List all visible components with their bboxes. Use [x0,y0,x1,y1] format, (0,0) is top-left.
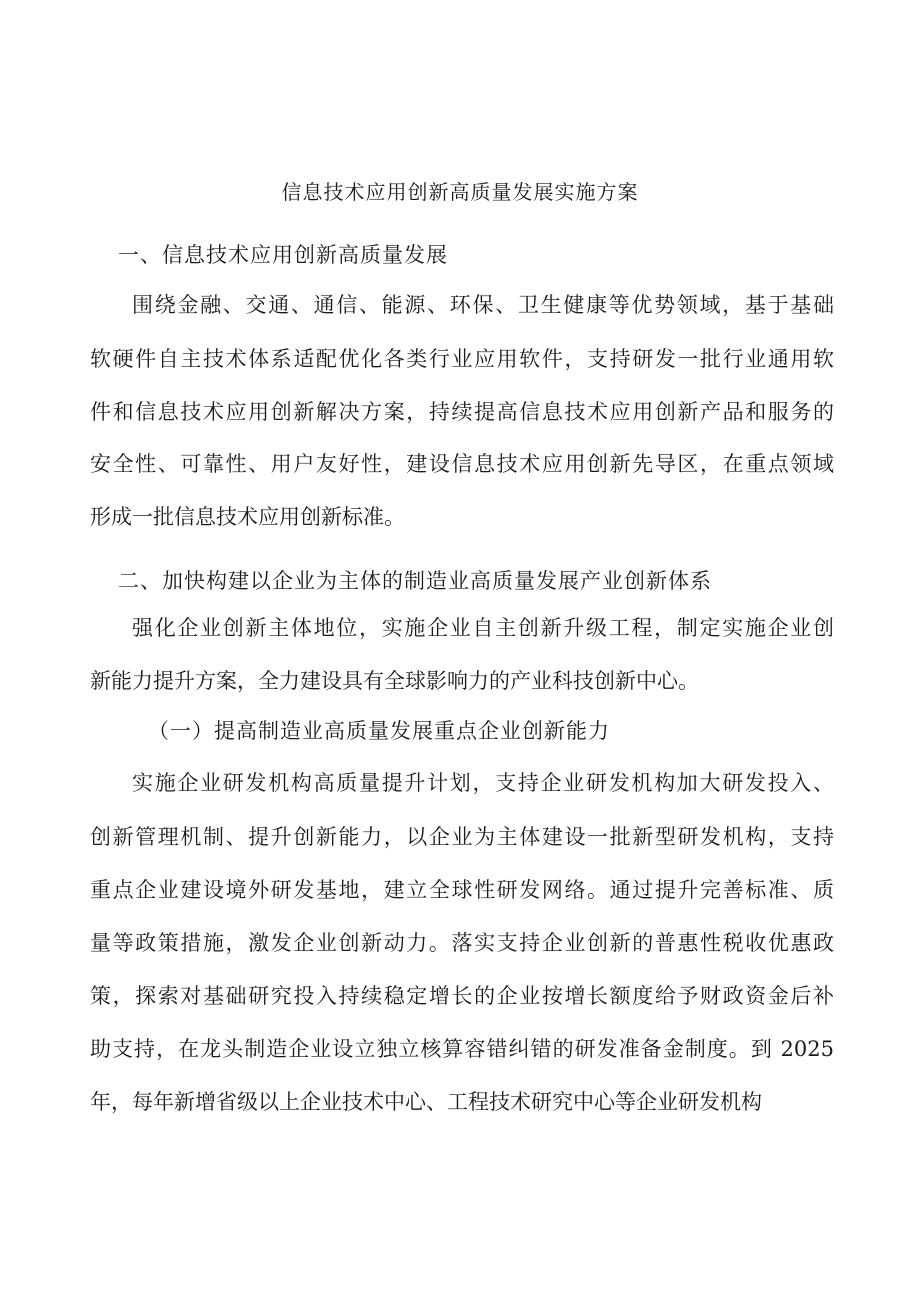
paragraph-line: 安全性、可靠性、用户友好性，建设信息技术应用创新先导区，在重点领域 [90,452,834,476]
paragraph-line: 件和信息技术应用创新解决方案，持续提高信息技术应用创新产品和服务的 [90,400,834,424]
paragraph-line: 年，每年新增省级以上企业技术中心、工程技术研究中心等企业研发机构 [90,1090,762,1114]
paragraph-line: 重点企业建设境外研发基地，建立全球性研发网络。通过提升完善标准、质 [90,878,834,902]
paragraph-line: 创新管理机制、提升创新能力，以企业为主体建设一批新型研发机构，支持 [90,825,834,849]
paragraph-line: 实施企业研发机构高质量提升计划，支持企业研发机构加大研发投入、 [132,771,834,795]
document-title: 信息技术应用创新高质量发展实施方案 [281,180,639,204]
paragraph-line: 软硬件自主技术体系适配优化各类行业应用软件，支持研发一批行业通用软 [90,347,834,371]
paragraph-line: 围绕金融、交通、通信、能源、环保、卫生健康等优势领域，基于基础 [132,293,834,317]
paragraph-line: 形成一批信息技术应用创新标准。 [90,505,405,529]
section-heading-2: 二、加快构建以企业为主体的制造业高质量发展产业创新体系 [118,569,712,593]
paragraph-line: 强化企业创新主体地位，实施企业自主创新升级工程，制定实施企业创 [132,616,834,640]
subsection-heading: （一）提高制造业高质量发展重点企业创新能力 [148,719,610,743]
paragraph-line: 策，探索对基础研究投入持续稳定增长的企业按增长额度给予财政资金后补 [90,984,834,1008]
section-heading-1: 一、信息技术应用创新高质量发展 [118,243,448,267]
paragraph-line: 新能力提升方案，全力建设具有全球影响力的产业科技创新中心。 [90,669,699,693]
paragraph-line: 量等政策措施，激发企业创新动力。落实支持企业创新的普惠性税收优惠政 [90,931,834,955]
paragraph-line: 助支持，在龙头制造企业设立独立核算容错纠错的研发准备金制度。到 2025 [90,1037,834,1061]
